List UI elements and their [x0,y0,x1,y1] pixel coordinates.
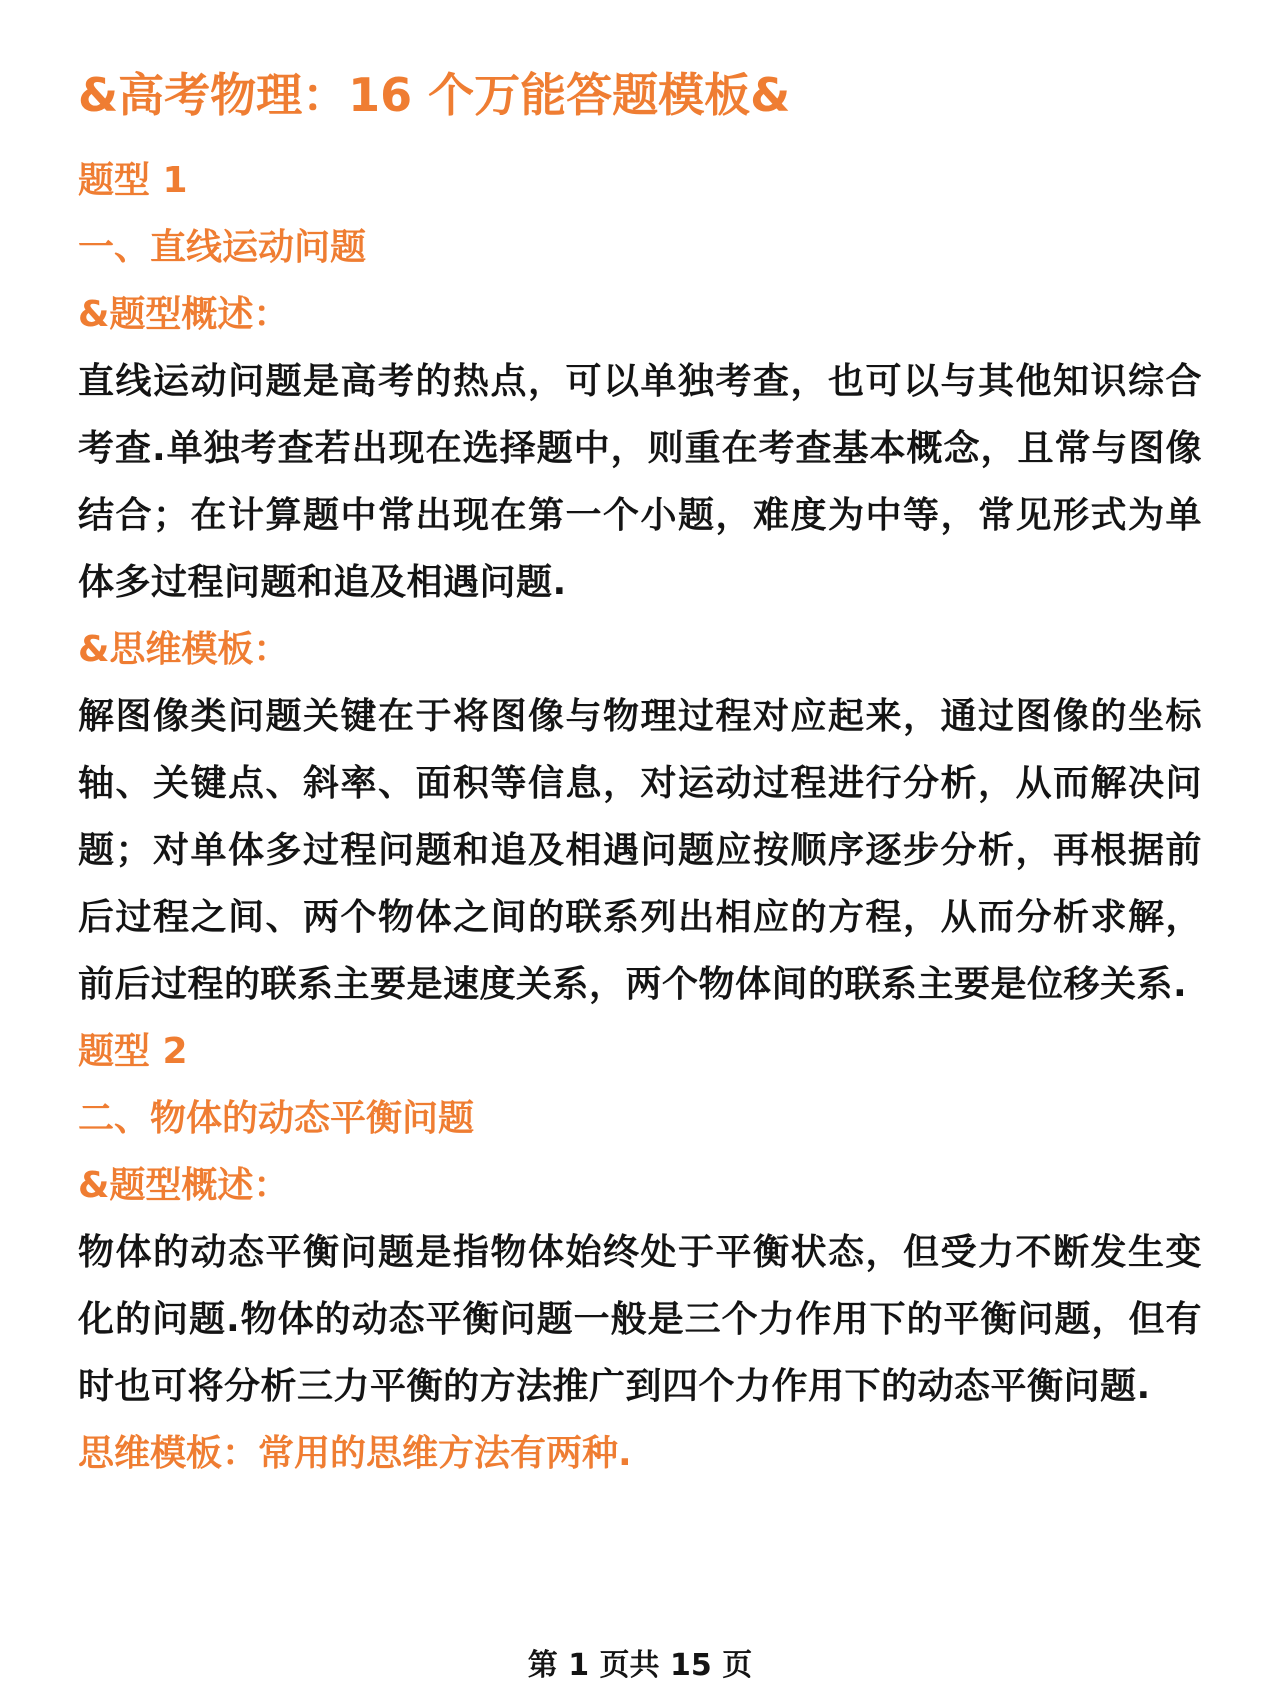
section-2 [78,1018,1202,1487]
method-line: 思维模板：常用的思维方法有两种. [78,1433,632,1474]
method-label: &思维模板： [78,629,290,670]
overview-paragraph: 物体的动态平衡问题是指物体始终处于平衡状态，但受力不断发生变化的问题.物体的动态平衡问题一般是三个力作用下的平衡问题，但有时也可将分析三力平衡的方法推广到四个力作用下的动态平衡问题. [78,1232,1202,1407]
document-page [78,62,1202,1487]
overview-label: &题型概述： [78,1165,290,1206]
page-footer: 第 1 页共 15 页 [527,1648,753,1683]
section-1 [78,147,1202,1018]
overview-label: &题型概述： [78,294,290,335]
section-heading: 二、物体的动态平衡问题 [78,1098,475,1139]
method-paragraph: 解图像类问题关键在于将图像与物理过程对应起来，通过图像的坐标轴、关键点、斜率、面积等信息，对运动过程进行分析，从而解决问题；对单体多过程问题和追及相遇问题应按顺序逐步分析，再根据前后过程之间、两个物体之间的联系列出相应的方程，从而分析求解，前后过程的联系主要是速度关系，两个物体间的联系主要是位移关系. [78,696,1202,1005]
section-heading: 一、直线运动问题 [78,227,367,268]
overview-paragraph: 直线运动问题是高考的热点，可以单独考查，也可以与其他知识综合考查.单独考查若出现在选择题中，则重在考查基本概念，且常与图像结合；在计算题中常出现在第一个小题，难度为中等，常见形式为单体多过程问题和追及相遇问题. [78,361,1202,603]
section-type-label: 题型 2 [78,1031,188,1072]
section-type-label: 题型 1 [78,160,188,201]
document-title: &高考物理：16 个万能答题模板& [78,68,791,122]
